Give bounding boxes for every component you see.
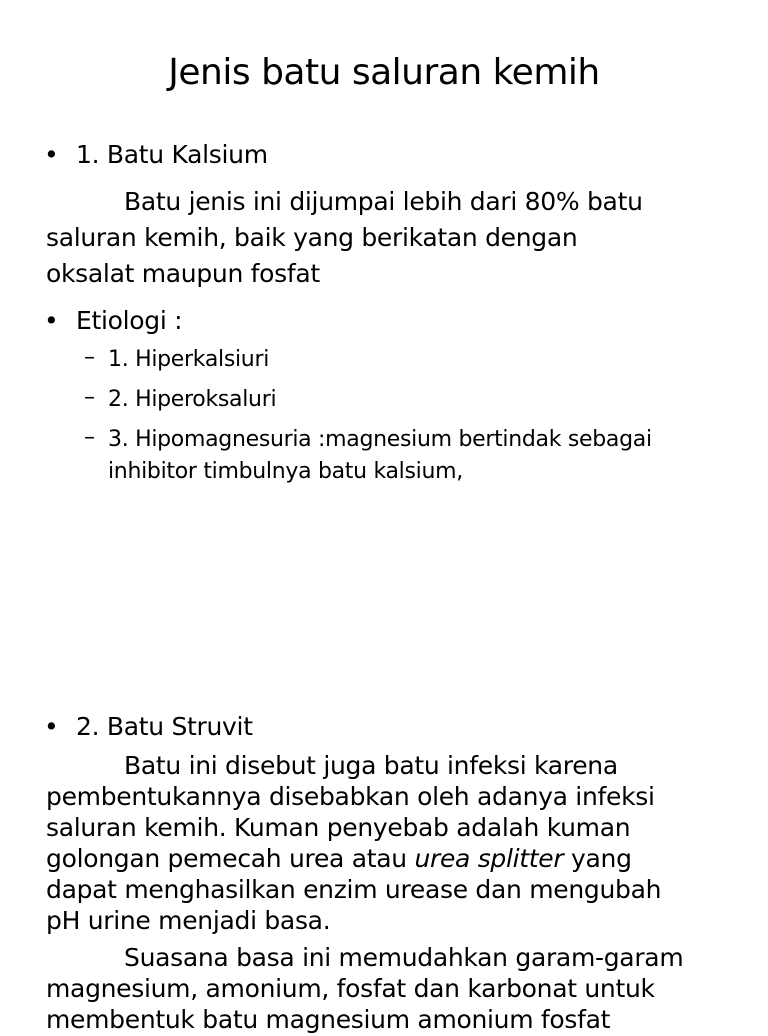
sub-bullet-marker: – [84, 385, 95, 410]
paragraph-line: Suasana basa ini memudahkan garam-garam [124, 943, 684, 972]
paragraph-line: magnesium, amonium, fosfat dan karbonat untuk [46, 974, 655, 1003]
text-segment: golongan pemecah urea atau [46, 844, 415, 873]
paragraph-line: saluran kemih, baik yang berikatan dengan [46, 223, 578, 252]
paragraph-line: Batu ini disebut juga batu infeksi karena [124, 751, 618, 780]
sub-bullet-marker: – [84, 425, 95, 450]
bullet-marker: • [44, 306, 59, 335]
sub-bullet-marker: – [84, 345, 95, 370]
text-segment: yang [563, 844, 632, 873]
sub-item-continuation: inhibitor timbulnya batu kalsium, [108, 459, 463, 484]
paragraph-line [46, 843, 632, 875]
paragraph-line: membentuk batu magnesium amonium fosfat [46, 1005, 611, 1034]
sub-item: 1. Hiperkalsiuri [108, 347, 270, 372]
sub-item: 2. Hiperoksaluri [108, 387, 277, 412]
bullet-heading-batu-kalsium: 1. Batu Kalsium [76, 140, 268, 169]
bullet-marker: • [44, 712, 59, 741]
italic-term: urea splitter [414, 844, 564, 873]
paragraph-line: pH urine menjadi basa. [46, 906, 331, 935]
bullet-marker: • [44, 140, 59, 169]
paragraph-line: Batu jenis ini dijumpai lebih dari 80% batu [124, 187, 643, 216]
slide-title: Jenis batu saluran kemih [168, 52, 600, 93]
sub-item: 3. Hipomagnesuria :magnesium bertindak sebagai [108, 427, 652, 452]
slide-2 [0, 690, 768, 1034]
paragraph-line: oksalat maupun fosfat [46, 259, 320, 288]
paragraph-line: saluran kemih. Kuman penyebab adalah kuman [46, 813, 631, 842]
bullet-heading-batu-struvit: 2. Batu Struvit [76, 712, 253, 741]
paragraph-line: pembentukannya disebabkan oleh adanya infeksi [46, 782, 655, 811]
paragraph-line: dapat menghasilkan enzim urease dan mengubah [46, 875, 662, 904]
bullet-heading-etiologi: Etiologi : [76, 306, 183, 335]
